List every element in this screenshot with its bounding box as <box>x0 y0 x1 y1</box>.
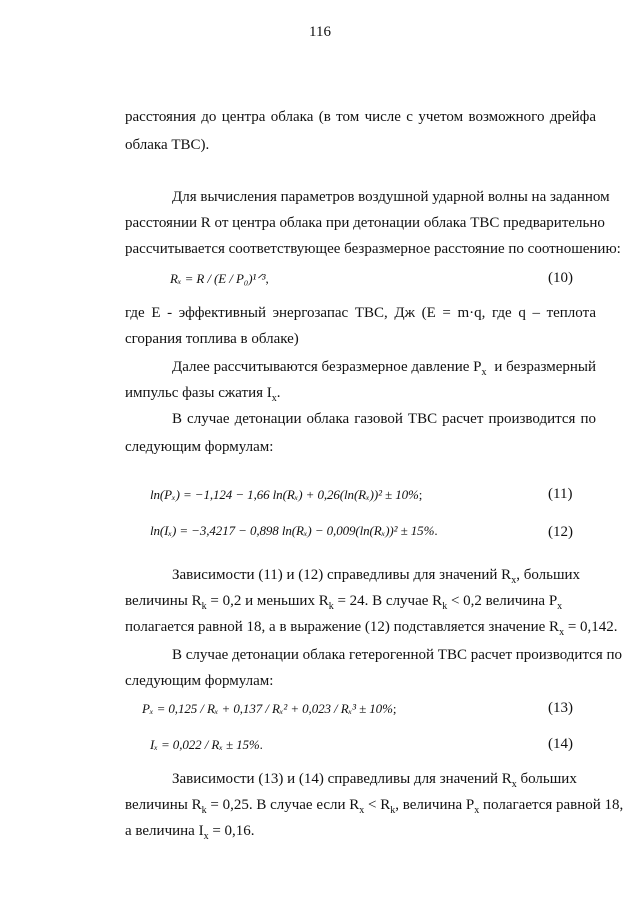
text-span: полагается равной 18, а в выражение (12) подставляется значение R <box>125 619 560 635</box>
text-line: где E - эффективный энергозапас ТВС, Дж (E = m·q, где q – теплота <box>125 305 596 321</box>
text-span: = 24. В случае R <box>333 593 443 609</box>
subscript: x <box>203 831 209 842</box>
text-line <box>125 592 562 610</box>
text-line <box>172 770 596 788</box>
text-line <box>172 566 596 584</box>
text-span: = 0,142. <box>564 619 618 635</box>
subscript: x <box>557 601 563 612</box>
text-span: полагается равной 18, <box>479 797 624 813</box>
subscript: x <box>474 805 480 816</box>
equation-tail: . <box>259 737 263 752</box>
subscript: x <box>559 627 565 638</box>
text-span: < 0,2 величина P <box>447 593 558 609</box>
equation-11 <box>150 486 422 504</box>
equation-number: (14) <box>548 736 573 752</box>
text-line: Для вычисления параметров воздушной ударной волны на заданном <box>172 189 610 205</box>
text-span: больших <box>516 771 577 787</box>
subscript: x <box>271 393 277 404</box>
text-line: облака ТВС). <box>125 137 210 153</box>
subscript: x <box>359 805 365 816</box>
text-span: величины R <box>125 593 202 609</box>
equation-number: (11) <box>548 486 573 502</box>
text-line: импульс фазы сжатия $I_x$. <box>125 385 281 404</box>
equation-body: Pₓ = 0,125 / Rₓ + 0,137 / Rₓ² + 0,023 / Rₓ³ ± 10% <box>142 701 393 716</box>
equation-body: Iₓ = 0,022 / Rₓ ± 15% <box>150 737 260 752</box>
text-line: В случае детонации облака газовой ТВС расчет производится по <box>172 411 596 427</box>
equation-12 <box>150 522 437 540</box>
equation-number: (10) <box>548 270 573 286</box>
text-span: Зависимости (13) и (14) справедливы для значений R <box>172 771 512 787</box>
equation-tail: . <box>434 523 438 538</box>
text-line: рассчитывается соответствующее безразмерное расстояние по соотношению: <box>125 241 621 257</box>
equation-body: ln(Pₓ) = −1,124 − 1,66 ln(Rₓ) + 0,26(ln(Rₓ))² ± 10% <box>150 487 419 502</box>
equation-number: (13) <box>548 700 573 716</box>
text-line: расстояния до центра облака (в том числе с учетом возможного дрейфа <box>125 109 596 125</box>
subscript: k <box>201 805 207 816</box>
equation-tail: ; <box>418 487 423 502</box>
equation-body: ln(Iₓ) = −3,4217 − 0,898 ln(Rₓ) − 0,009(ln(Rₓ))² ± 15% <box>150 523 435 538</box>
text-span: Далее рассчитываются безразмерное давление P <box>172 359 482 375</box>
text-span: Зависимости (11) и (12) справедливы для значений R <box>172 567 512 583</box>
text-line <box>125 822 255 840</box>
subscript: k <box>390 805 396 816</box>
text-span: < R <box>364 797 391 813</box>
text-line: В случае детонации облака гетерогенной ТВС расчет производится по <box>172 647 623 663</box>
page-number: 116 <box>309 24 331 40</box>
text-span: = 0,25. В случае если R <box>206 797 360 813</box>
equation-14 <box>150 736 263 754</box>
text-span: = 0,16. <box>208 823 255 839</box>
text-span: величины R <box>125 797 202 813</box>
equation-13 <box>142 700 396 718</box>
text-span: , больших <box>516 567 581 583</box>
subscript: x <box>481 367 487 378</box>
text-line <box>172 358 596 376</box>
subscript: x <box>511 575 517 586</box>
subscript: k <box>328 601 334 612</box>
text-span: а величина I <box>125 823 204 839</box>
text-span: = 0,2 и меньших R <box>206 593 329 609</box>
text-line: следующим формулам: <box>125 439 274 455</box>
text-line: сгорания топлива в облаке) <box>125 331 299 347</box>
equation-tail: ; <box>392 701 397 716</box>
equation-number: (12) <box>548 524 573 540</box>
text-line <box>125 618 618 636</box>
subscript: k <box>201 601 207 612</box>
subscript: x <box>511 779 517 790</box>
text-line: следующим формулам: <box>125 673 274 689</box>
text-span: , величина P <box>395 797 475 813</box>
equation-body: Rₓ = R / (E / P₀)¹ᐟ³ <box>170 271 266 286</box>
text-line <box>125 796 623 814</box>
text-span: и безразмерный <box>494 359 596 375</box>
text-span: импульс фазы сжатия I <box>125 385 272 401</box>
equation-tail: , <box>265 271 269 286</box>
subscript: k <box>442 601 448 612</box>
equation-10 <box>170 270 269 288</box>
text-line: расстоянии R от центра облака при детонации облака ТВС предварительно <box>125 215 605 231</box>
